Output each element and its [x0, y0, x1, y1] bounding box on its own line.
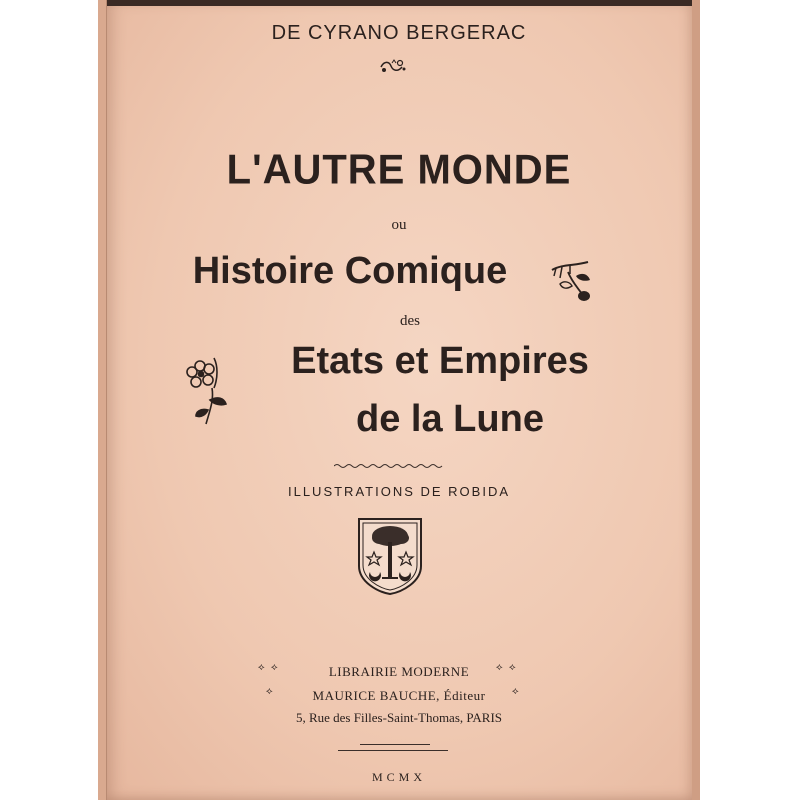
title-line-1: L'AUTRE MONDE: [226, 146, 572, 194]
title-line-3: Etats et Empires: [291, 340, 589, 382]
title-conjunction-ou: ou: [391, 217, 407, 233]
diamond-ornament-icon: ⟡ ⟡: [258, 662, 278, 673]
diamond-ornament-icon: ⟡: [512, 686, 519, 697]
flower-icon: [184, 352, 232, 428]
title-line-4: de la Lune: [356, 398, 544, 440]
diamond-ornament-icon: ⟡: [266, 686, 273, 697]
publisher-rule-bottom: [338, 750, 448, 751]
publication-year: MCMX: [371, 770, 426, 784]
publisher-bookshop: LIBRAIRIE MODERNE: [328, 664, 470, 679]
wavy-divider: [334, 462, 444, 470]
flower-sprig-icon: [548, 258, 594, 304]
coat-of-arms-tree-icon: [356, 516, 424, 596]
floral-ornament-icon: [378, 58, 408, 76]
title-line-2: Histoire Comique: [192, 250, 508, 292]
publisher-rule-top: [360, 744, 430, 745]
author-name: DE CYRANO BERGERAC: [271, 22, 527, 44]
illustrations-credit: ILLUSTRATIONS DE ROBIDA: [287, 484, 510, 499]
publisher-editor: MAURICE BAUCHE, Éditeur: [312, 688, 486, 703]
page-left-edge: [98, 0, 107, 800]
diamond-ornament-icon: ⟡ ⟡: [496, 662, 516, 673]
publisher-address: 5, Rue des Filles-Saint-Thomas, PARIS: [295, 710, 503, 725]
title-preposition-des: des: [400, 313, 420, 329]
page-right-edge: [692, 0, 700, 800]
page-top-edge: [104, 0, 694, 6]
